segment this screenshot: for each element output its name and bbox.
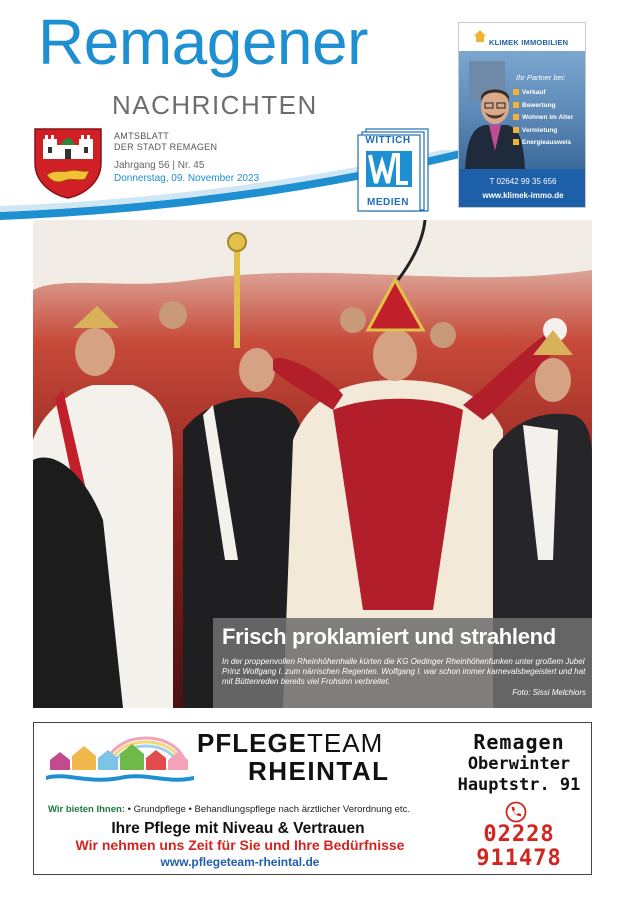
pflege-website-link[interactable]: www.pflegeteam-rheintal.de xyxy=(160,855,320,869)
klimek-service-item: Energieausweis xyxy=(513,137,573,150)
amtsblatt-label xyxy=(114,131,217,153)
bullet-icon xyxy=(513,139,519,145)
klimek-website-link[interactable]: www.klimek-immo.de xyxy=(482,191,564,200)
klimek-service-item: Bewertung xyxy=(513,100,573,113)
cover-caption-text: In der proppenvollen Rheinhöhenhalle kürten die KG Oedinger Rheinhöhenfunken unter großem Jubel Prinz Wolfgang I. zum närrischen Regenten. Wolfgang I. war schon immer karnevalsbegeistert und hat mit Büttenreden bereits viel Frohsinn verbreitet. xyxy=(222,657,586,686)
wittich-label: WITTICH xyxy=(365,135,411,146)
pflegeteam-title: PFLEGETEAM xyxy=(197,728,384,758)
bullet-icon xyxy=(513,114,519,120)
amtsblatt-line1: AMTSBLATT xyxy=(114,131,170,141)
klimek-partner-text: Ihr Partner bei: xyxy=(516,73,566,82)
amtsblatt-line2: DER STADT REMAGEN xyxy=(114,142,218,152)
klimek-phone: T 02642 99 35 656 xyxy=(489,177,557,186)
ad-town-oberwinter: Oberwinter xyxy=(467,754,571,774)
pflege-services: Wir bieten Ihnen: • Grundpflege • Behandlungspflege nach ärztlicher Verordnung etc. xyxy=(48,804,410,815)
cover-headline: Frisch proklamiert und strahlend xyxy=(222,624,556,649)
houses-rainbow-logo-icon xyxy=(46,730,194,786)
newspaper-title: Remagener xyxy=(38,6,368,78)
house-icon xyxy=(473,29,487,43)
newspaper-subtitle: NACHRICHTEN xyxy=(112,90,318,120)
rheintal-title: RHEINTAL xyxy=(248,756,390,786)
remagen-coat-of-arms-icon xyxy=(33,127,103,199)
pflege-slogan-red: Wir nehmen uns Zeit für Sie und Ihre Bedürfnisse xyxy=(75,837,405,853)
ad-town-remagen: Remagen xyxy=(473,730,565,754)
ad-street-address: Hauptstr. 91 xyxy=(457,775,581,795)
issue-number: Jahrgang 56 | Nr. 45 xyxy=(114,160,205,171)
klimek-immobilien-ad[interactable] xyxy=(458,22,586,208)
klimek-service-item: Wohnen im Alter xyxy=(513,112,573,125)
phone-icon xyxy=(505,801,527,823)
bullet-icon xyxy=(513,89,519,95)
bullet-icon xyxy=(513,127,519,133)
klimek-brand: KLIMEK IMMOBILIEN xyxy=(489,38,569,47)
pflege-slogan-main: Ihre Pflege mit Niveau & Vertrauen xyxy=(111,820,365,837)
klimek-service-item: Verkauf xyxy=(513,87,573,100)
photo-credit: Foto: Sissi Melchiors xyxy=(512,688,586,697)
medien-label: MEDIEN xyxy=(367,197,409,208)
ad-phone-number: 911478 xyxy=(476,846,562,871)
klimek-services-list xyxy=(513,87,573,150)
issue-date: Donnerstag, 09. November 2023 xyxy=(114,173,260,184)
ad-phone-area-code: 02228 xyxy=(483,822,555,847)
bullet-icon xyxy=(513,102,519,108)
klimek-service-item: Vermietung xyxy=(513,125,573,138)
